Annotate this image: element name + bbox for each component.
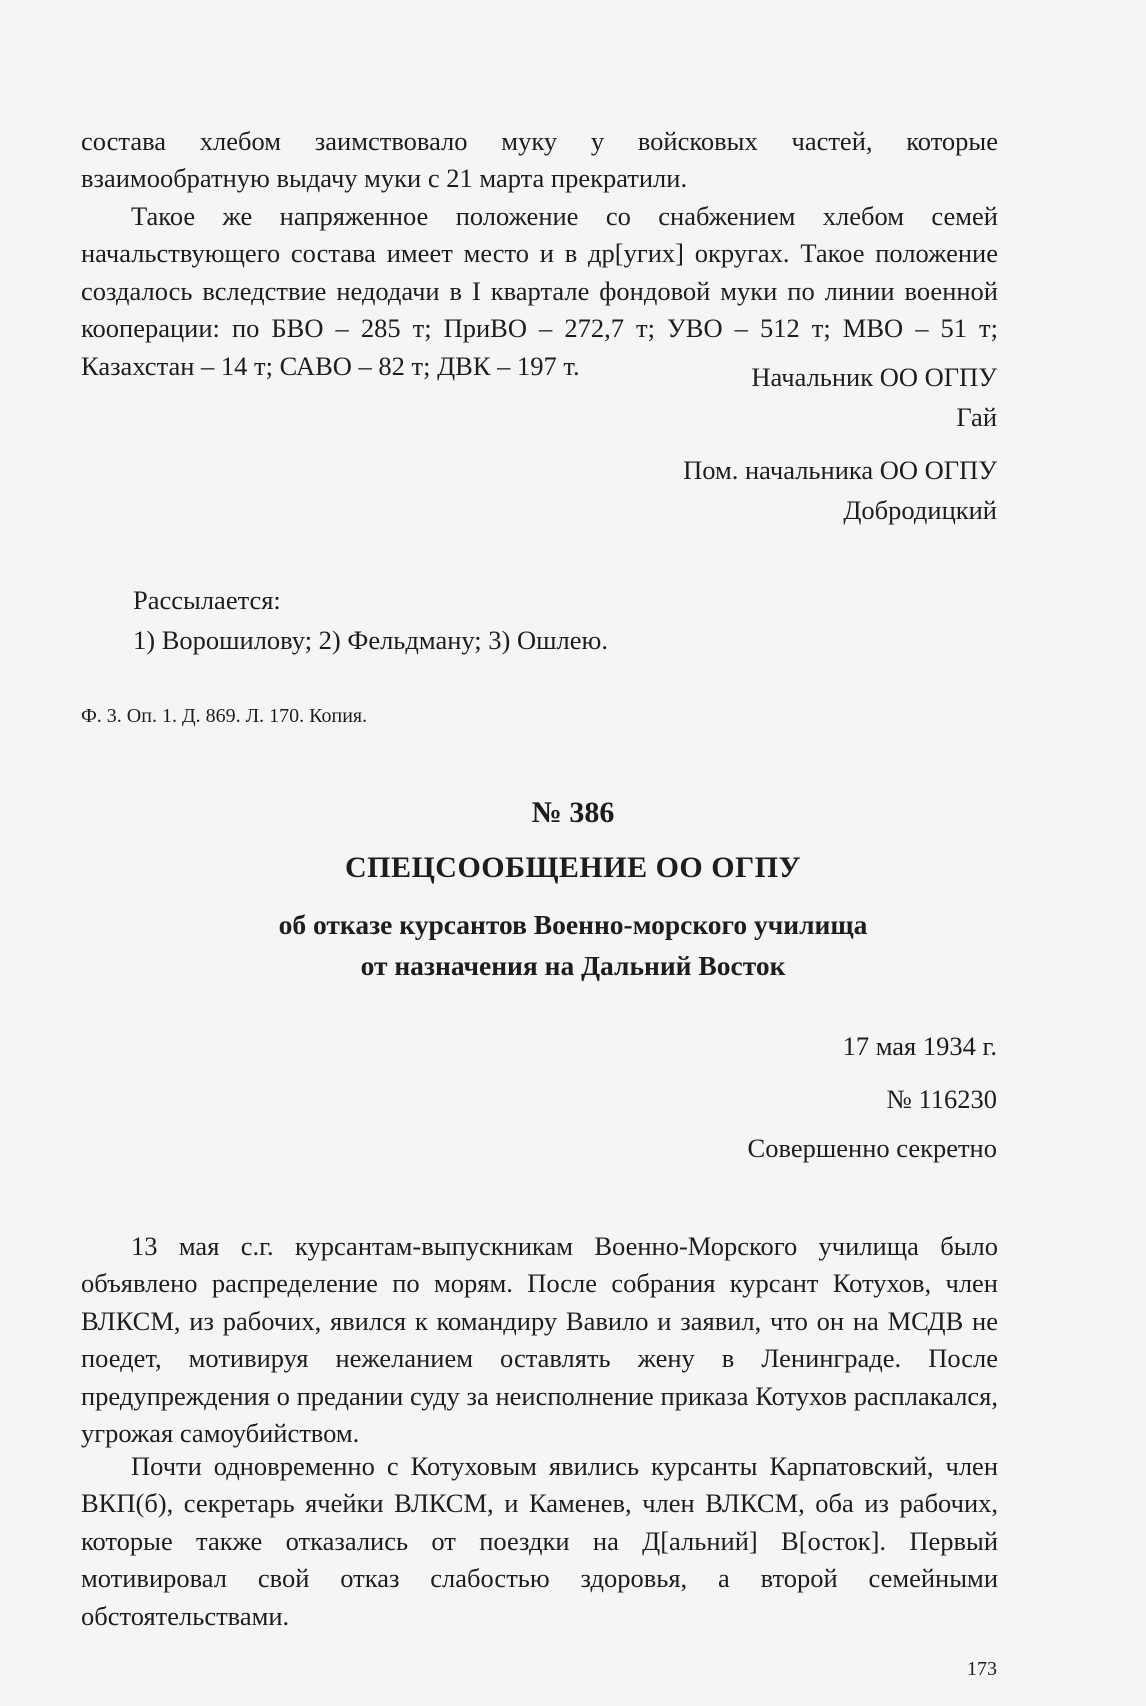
- report-paragraph: 13 мая с.г. курсантам-выпускникам Военно-Морского училища было объявлено распределение по морям. После собрания курсант Котухов, член ВЛКСМ, из рабочих, явился к командиру Вавило и заявил, что он на МСДВ не поедет, мотивируя нежеланием оставлять жену в Ленинграде. После предупреждения о предании суду за неисполнение приказа Котухов расплакался, угрожая самоубийством.: [81, 1231, 998, 1449]
- page-number: 173: [967, 1658, 997, 1680]
- signature-name: Гай: [956, 402, 997, 432]
- signature-position: Пом. начальника ОО ОГПУ: [683, 455, 997, 485]
- supply-paragraph: Такое же напряженное положение со снабжением хлебом семей начальствующего состава имеет место и в др[угих] округах. Такое положение создалось вследствие недодачи в I квартале фондовой муки по линии военной кооперации: по БВО – 285 т; ПриВО – 272,7 т; УВО – 512 т; МВО – 51 т; Казахстан – 14 т; САВО – 82 т; ДВК – 197 т.: [81, 201, 998, 381]
- document-number: № 386: [531, 796, 615, 829]
- document-title: СПЕЦСООБЩЕНИЕ ОО ОГПУ: [344, 851, 802, 884]
- document-subtitle: [0, 904, 1146, 986]
- classification-mark: Совершенно секретно: [747, 1133, 997, 1163]
- distribution-label: Рассылается:: [133, 585, 281, 615]
- subtitle-line: об отказе курсантов Военно-морского училища: [278, 909, 868, 940]
- document-date: 17 мая 1934 г.: [842, 1031, 997, 1061]
- signature-chief: [751, 357, 997, 437]
- signature-deputy: [683, 450, 997, 530]
- signature-name: Добродицкий: [843, 495, 997, 525]
- registration-number: № 116230: [886, 1084, 997, 1114]
- signature-position: Начальник ОО ОГПУ: [751, 362, 997, 392]
- report-paragraph: Почти одновременно с Котуховым явились курсанты Карпатовский, член ВКП(б), секретарь ячейки ВЛКСМ, и Каменев, член ВЛКСМ, оба из рабочих, которые также отказались от поездки на Д[альний] В[осток]. Первый мотивировал свой отказ слабостью здоровья, а второй семейными обстоятельствами.: [81, 1451, 998, 1631]
- continued-paragraph: состава хлебом заимствовало муку у войсковых частей, которые взаимообратную выдачу муки с 21 марта прекратили.: [81, 126, 998, 194]
- subtitle-line: от назначения на Дальний Восток: [360, 950, 786, 981]
- distribution-recipients: 1) Ворошилову; 2) Фельдману; 3) Ошлею.: [133, 625, 608, 655]
- archive-reference: Ф. 3. Оп. 1. Д. 869. Л. 170. Копия.: [81, 705, 368, 727]
- distribution-list: [133, 580, 608, 660]
